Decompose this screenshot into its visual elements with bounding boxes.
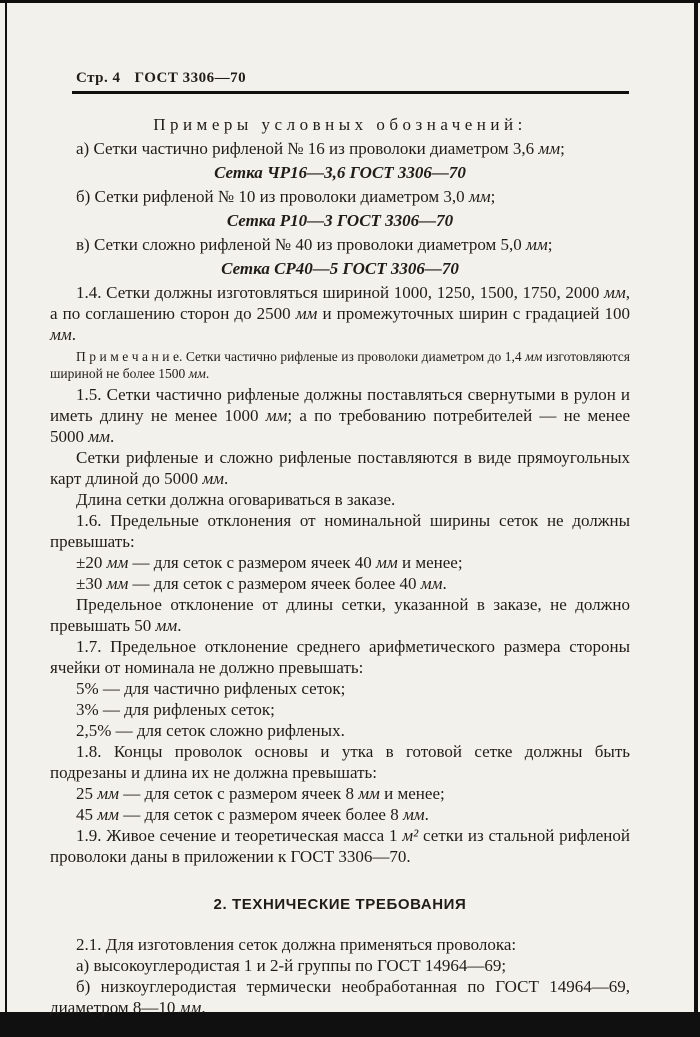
paragraph-center-italic: Сетка ЧР16—3,6 ГОСТ 3306—70 [214,163,466,182]
paragraph-body: 1.5. Сетки частично рифленые должны поставляться свернутыми в рулон и иметь длину не менее 1000 мм; а по требованию потребителей — не менее 5000 мм. [50,385,630,446]
paragraph-body: б) Сетки рифленой № 10 из проволоки диаметром 3,0 мм; [76,187,496,206]
paragraph-note: П р и м е ч а н и е. Сетки частично рифленые из проволоки диаметром до 1,4 мм изготовляются шириной не более 1500 мм. [50,349,630,381]
paragraph-section-heading: 2. ТЕХНИЧЕСКИЕ ТРЕБОВАНИЯ [213,896,467,913]
paragraph-body: 2.1. Для изготовления сеток должна применяться проволока: [76,935,517,954]
paragraph-body: 2,5% — для сеток сложно рифленых. [76,721,345,740]
paragraph-body: 25 мм — для сеток с размером ячеек 8 мм и менее; [76,784,445,803]
paragraph-body: 45 мм — для сеток с размером ячеек более 8 мм. [76,805,429,824]
paragraph-body: Длина сетки должна оговариваться в заказе. [76,490,396,509]
paragraph-spaced-center: Примеры условных обозначений: [153,115,527,134]
page-number-label: Стр. 4 [76,70,121,86]
paragraph-center-italic: Сетка Р10—3 ГОСТ 3306—70 [226,211,454,230]
paragraph-body: а) высокоуглеродистая 1 и 2-й группы по ГОСТ 14964—69; [76,956,507,975]
paragraph-body: ±30 мм — для сеток с размером ячеек более 40 мм. [76,574,447,593]
scan-edge-right [694,0,698,1037]
page-header [76,70,246,87]
paragraph-body: ±20 мм — для сеток с размером ячеек 40 мм и менее; [76,553,463,572]
paragraph-body: 5% — для частично рифленых сеток; [76,679,346,698]
header-rule [72,91,629,94]
paragraph-body: Предельное отклонение от длины сетки, указанной в заказе, не должно превышать 50 мм. [50,595,630,635]
paragraph-body: 1.9. Живое сечение и теоретическая масса 1 м² сетки из стальной рифленой проволоки даны в приложении к ГОСТ 3306—70. [50,826,631,866]
scan-edge-top [0,0,700,3]
paragraph-body: Сетки рифленые и сложно рифленые поставляются в виде прямоугольных карт длиной до 5000 мм. [50,448,630,488]
paragraph-body: 1.6. Предельные отклонения от номинальной ширины сеток не должны превышать: [50,511,630,551]
paragraph-body: в) Сетки сложно рифленой № 40 из проволоки диаметром 5,0 мм; [76,235,553,254]
paragraph-body: 1.7. Предельное отклонение среднего арифметического размера стороны ячейки от номинала не должно превышать: [50,637,630,677]
document-body [50,114,630,1018]
paragraph-body: а) Сетки частично рифленой № 16 из проволоки диаметром 3,6 мм; [76,139,565,158]
paragraph-body: 1.4. Сетки должны изготовляться шириной 1000, 1250, 1500, 1750, 2000 мм, а по соглашению сторон до 2500 мм и промежуточных ширин с градацией 100 мм. [50,283,630,344]
paragraph-center-italic: Сетка СР40—5 ГОСТ 3306—70 [221,259,459,278]
paragraph-body: 1.8. Концы проволок основы и утка в готовой сетке должны быть подрезаны и длина их не должна превышать: [50,742,630,782]
paragraph-body: б) низкоуглеродистая термически необработанная по ГОСТ 14964—69, диаметром 8—10 мм. [50,977,630,1017]
paragraph-body: 3% — для рифленых сеток; [76,700,275,719]
scan-edge-left [5,0,7,1037]
doc-number: ГОСТ 3306—70 [134,70,247,86]
